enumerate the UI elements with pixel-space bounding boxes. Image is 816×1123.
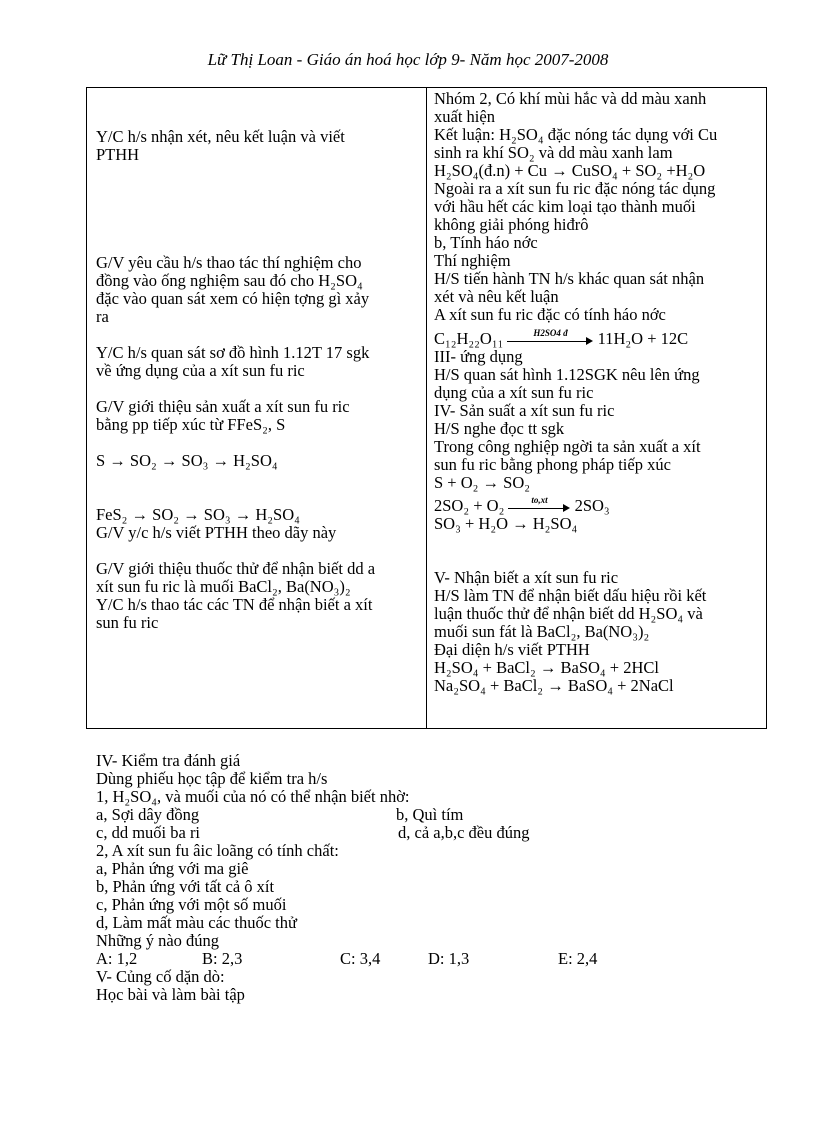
student-line: xét và nêu kết luận — [434, 287, 559, 306]
answer-option: a, Sợi dây đồng — [96, 805, 200, 824]
student-line: xuất hiện — [434, 107, 495, 126]
student-equation-dehydration — [434, 330, 688, 347]
teacher-line: bằng pp tiếp xúc từ FFeS₂, S — [96, 415, 286, 434]
teacher-line: PTHH — [96, 145, 140, 164]
section-heading: V- Củng cố dặn dò: — [96, 967, 225, 986]
choice-a: A: 1,2 — [96, 949, 138, 968]
choice-d: D: 1,3 — [428, 949, 470, 968]
teacher-line: đồng vào ống nghiệm sau đó cho H₂SO₄ — [96, 271, 363, 290]
assessment-line: Những ý nào đúng — [96, 931, 220, 950]
section-heading: IV- Sản suất a xít sun fu ric — [434, 401, 615, 420]
section-heading: V- Nhận biết a xít sun fu ric — [434, 568, 619, 587]
student-line: Kết luận: H₂SO₄ đặc nóng tác dụng với Cu — [434, 125, 718, 144]
student-line: Ngoài ra a xít sun fu ric đặc nóng tác dụng — [434, 179, 716, 198]
teacher-equation: FeS₂ → SO₂ → SO₃ → H₂SO₄ — [96, 505, 300, 524]
reaction-condition: H2SO4 đ — [533, 328, 568, 339]
student-line: Nhóm 2, Có khí mùi hắc và dd màu xanh — [434, 89, 707, 108]
student-equation: H₂SO₄(đ.n) + Cu → CuSO₄ + SO₂ +H₂O — [434, 161, 706, 180]
student-line: H/S làm TN để nhận biết dấu hiệu rồi kết — [434, 586, 707, 605]
teacher-line: sun fu ric — [96, 613, 159, 632]
student-line: H/S nghe đọc tt sgk — [434, 419, 565, 438]
student-equation-catalytic — [434, 497, 610, 514]
teacher-line: G/V giới thiệu sản xuất a xít sun fu ric — [96, 397, 350, 416]
teacher-line: Y/C h/s thao tác các TN để nhận biết a xít — [96, 595, 373, 614]
student-line: sun fu ric bằng phong pháp tiếp xúc — [434, 455, 671, 474]
teacher-line: G/V y/c h/s viết PTHH theo dãy này — [96, 523, 337, 542]
student-line: dụng của a xít sun fu ric — [434, 383, 594, 402]
reaction-arrow-icon — [508, 495, 570, 512]
student-line: b, Tính háo nớc — [434, 233, 538, 252]
answer-option: d, cả a,b,c đều đúng — [398, 823, 530, 842]
assessment-line: Học bài và làm bài tập — [96, 985, 245, 1004]
student-line: Trong công nghiệp ngời ta sản xuất a xít — [434, 437, 701, 456]
student-line: sinh ra khí SO₂ và dd màu xanh lam — [434, 143, 673, 162]
page-header: Lữ Thị Loan - Giáo án hoá học lớp 9- Năm học 2007-2008 — [207, 50, 609, 69]
question-1: 1, H₂SO₄, và muối của nó có thể nhận biết nhờ: — [96, 787, 410, 806]
reaction-arrow-icon — [507, 328, 593, 345]
teacher-line: Y/C h/s nhận xét, nêu kết luận và viết — [96, 127, 345, 146]
student-line: Thí nghiệm — [434, 251, 511, 270]
student-equation: H₂SO₄ + BaCl₂ → BaSO₄ + 2HCl — [434, 658, 659, 677]
answer-option: d, Làm mất màu các thuốc thử — [96, 913, 297, 932]
teacher-line: đặc vào quan sát xem có hiện tợng gì xảy — [96, 289, 370, 308]
student-line: không giải phóng hiđrô — [434, 215, 589, 234]
student-equation: SO₃ + H₂O → H₂SO₄ — [434, 514, 578, 533]
equation-product: 2SO₃ — [574, 496, 610, 515]
choice-e: E: 2,4 — [558, 949, 598, 968]
student-line: luận thuốc thử để nhận biết dd H₂SO₄ và — [434, 604, 703, 623]
table-column-divider — [426, 87, 427, 729]
student-line: H/S quan sát hình 1.12SGK nêu lên ứng — [434, 365, 700, 384]
teacher-line: về ứng dụng của a xít sun fu ric — [96, 361, 305, 380]
student-line: với hầu hết các kim loại tạo thành muối — [434, 197, 696, 216]
answer-option: a, Phản ứng với ma giê — [96, 859, 249, 878]
teacher-line: G/V yêu cầu h/s thao tác thí nghiệm cho — [96, 253, 362, 272]
student-line: A xít sun fu ric đặc có tính háo nớc — [434, 305, 666, 324]
teacher-line: xít sun fu ric là muối BaCl₂, Ba(NO₃)₂ — [96, 577, 351, 596]
answer-option: c, dd muối ba ri — [96, 823, 201, 842]
student-equation: Na₂SO₄ + BaCl₂ → BaSO₄ + 2NaCl — [434, 676, 674, 695]
section-heading: IV- Kiểm tra đánh giá — [96, 751, 241, 770]
equation-reactant: C₁₂H₂₂O₁₁ — [434, 329, 504, 348]
answer-option: b, Phản ứng với tất cả ô xít — [96, 877, 275, 896]
teacher-line: Y/C h/s quan sát sơ đồ hình 1.12T 17 sgk — [96, 343, 370, 362]
equation-reactant: 2SO₂ + O₂ — [434, 496, 505, 515]
student-line: H/S tiến hành TN h/s khác quan sát nhận — [434, 269, 705, 288]
student-line: muối sun fát là BaCl₂, Ba(NO₃)₂ — [434, 622, 650, 641]
choice-b: B: 2,3 — [202, 949, 243, 968]
answer-option: c, Phản ứng với một số muối — [96, 895, 287, 914]
student-equation: S + O₂ → SO₂ — [434, 473, 530, 492]
reaction-condition: to,xt — [531, 495, 548, 506]
teacher-equation: S → SO₂ → SO₃ → H₂SO₄ — [96, 451, 278, 470]
section-heading: III- ứng dụng — [434, 347, 523, 366]
teacher-line: ra — [96, 307, 109, 326]
teacher-line: G/V giới thiệu thuốc thử để nhận biết dd a — [96, 559, 376, 578]
assessment-line: Dùng phiếu học tập để kiểm tra h/s — [96, 769, 328, 788]
choice-c: C: 3,4 — [340, 949, 381, 968]
answer-option: b, Quì tím — [396, 805, 464, 824]
question-2: 2, A xít sun fu âic loãng có tính chất: — [96, 841, 339, 860]
student-line: Đại diện h/s viết PTHH — [434, 640, 590, 659]
equation-product: 11H₂O + 12C — [597, 329, 689, 348]
